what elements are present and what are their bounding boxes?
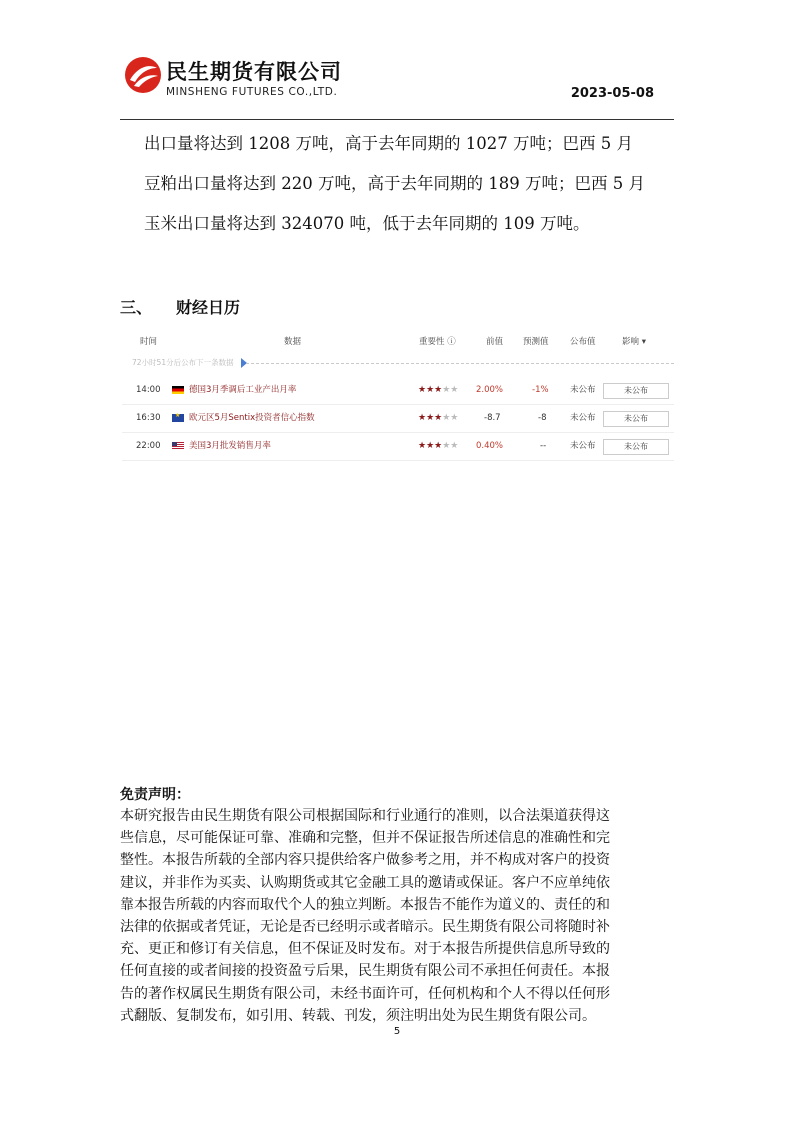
intro-line: 出口量将达到 1208 万吨，高于去年同期的 1027 万吨；巴西 5 月 bbox=[144, 134, 633, 153]
header-actual: 公布值 bbox=[570, 337, 596, 347]
impact-badge: 未公布 bbox=[603, 383, 669, 399]
event-actual: 未公布 bbox=[570, 385, 596, 395]
de-flag-icon bbox=[172, 386, 184, 394]
logo-english-name: MINSHENG FUTURES CO.,LTD. bbox=[166, 86, 338, 98]
header-impact[interactable]: 影响 ▾ bbox=[622, 337, 646, 347]
header-previous: 前值 bbox=[486, 337, 504, 347]
disclaimer-line: 任何直接的或者间接的投资盈亏后果，民生期货有限公司不承担任何责任。本报 bbox=[120, 963, 610, 980]
event-forecast: -1% bbox=[532, 385, 549, 395]
disclaimer-line: 式翻版、复制发布，如引用、转载、刊发，须注明出处为民生期货有限公司。 bbox=[120, 1007, 596, 1024]
intro-line: 豆粕出口量将达到 220 万吨，高于去年同期的 189 万吨；巴西 5 月 bbox=[144, 174, 645, 193]
eu-flag-icon bbox=[172, 414, 184, 422]
event-time: 16:30 bbox=[136, 413, 161, 423]
page-header bbox=[120, 50, 674, 120]
disclaimer-line: 本研究报告由民生期货有限公司根据国际和行业通行的准则，以合法渠道获得这 bbox=[120, 808, 610, 824]
logo-chinese-name: 民生期货有限公司 bbox=[166, 60, 342, 84]
header-forecast: 预测值 bbox=[523, 337, 549, 347]
disclaimer-line: 法律的依据或者凭证，无论是否已经明示或者暗示。民生期货有限公司将随时补 bbox=[120, 919, 610, 936]
countdown-timeline bbox=[122, 356, 674, 370]
disclaimer-line: 整性。本报告所载的全部内容只提供给客户做参考之用，并不构成对客户的投资 bbox=[120, 852, 610, 869]
company-logo bbox=[120, 50, 380, 110]
disclaimer-line: 告的著作权属民生期货有限公司，未经书面许可，任何机构和个人不得以任何形 bbox=[120, 985, 610, 1002]
event-time: 22:00 bbox=[136, 441, 161, 451]
event-name[interactable]: 美国3月批发销售月率 bbox=[189, 441, 271, 451]
event-actual: 未公布 bbox=[570, 413, 596, 423]
event-forecast: -8 bbox=[538, 413, 547, 423]
header-importance[interactable]: 重要性 ⓘ bbox=[419, 337, 456, 347]
calendar-header-row bbox=[122, 332, 674, 352]
header-time: 时间 bbox=[140, 337, 158, 347]
section-number: 三、 bbox=[120, 298, 153, 317]
disclaimer-line: 靠本报告所载的内容而取代个人的独立判断。本报告不能作为道义的、责任的和 bbox=[120, 896, 610, 913]
calendar-row[interactable] bbox=[122, 432, 674, 461]
event-name[interactable]: 欧元区5月Sentix投资者信心指数 bbox=[189, 413, 315, 423]
event-previous: 2.00% bbox=[476, 385, 504, 395]
calendar-row[interactable] bbox=[122, 404, 674, 433]
impact-badge: 未公布 bbox=[603, 439, 669, 455]
minsheng-logo-icon bbox=[124, 56, 162, 94]
disclaimer-line: 充、更正和修订有关信息，但不保证及时发布。对于本报告所提供信息所导致的 bbox=[120, 941, 610, 958]
disclaimer-title: 免责声明： bbox=[120, 787, 190, 803]
event-previous: 0.40% bbox=[476, 441, 504, 451]
event-previous: -8.7 bbox=[484, 413, 501, 423]
event-time: 14:00 bbox=[136, 385, 161, 395]
intro-line: 玉米出口量将达到 324070 吨，低于去年同期的 109 万吨。 bbox=[144, 214, 590, 233]
section-heading bbox=[120, 295, 240, 318]
event-actual: 未公布 bbox=[570, 441, 596, 451]
impact-badge: 未公布 bbox=[603, 411, 669, 427]
us-flag-icon bbox=[172, 442, 184, 450]
header-data: 数据 bbox=[284, 337, 302, 347]
section-title: 财经日历 bbox=[176, 298, 241, 317]
event-name[interactable]: 德国3月季调后工业产出月率 bbox=[189, 385, 297, 395]
countdown-text: 72小时51分后公布下一条数据 bbox=[132, 358, 234, 367]
report-date: 2023-05-08 bbox=[570, 86, 654, 101]
importance-stars: ★★★★★ bbox=[418, 385, 459, 395]
event-forecast: -- bbox=[540, 441, 547, 451]
disclaimer-body bbox=[120, 805, 680, 1027]
importance-stars: ★★★★★ bbox=[418, 413, 459, 423]
disclaimer-line: 些信息，尽可能保证可靠、准确和完整，但并不保证报告所述信息的准确性和完 bbox=[120, 830, 610, 847]
timeline-line bbox=[246, 363, 674, 364]
page-number: 5 bbox=[393, 1026, 401, 1037]
header-divider bbox=[120, 119, 674, 120]
importance-stars: ★★★★★ bbox=[418, 441, 459, 451]
disclaimer-line: 建议，并非作为买卖、认购期货或其它金融工具的邀请或保证。客户不应单纯依 bbox=[120, 874, 610, 891]
calendar-row[interactable] bbox=[122, 376, 674, 405]
intro-paragraph bbox=[144, 124, 684, 244]
